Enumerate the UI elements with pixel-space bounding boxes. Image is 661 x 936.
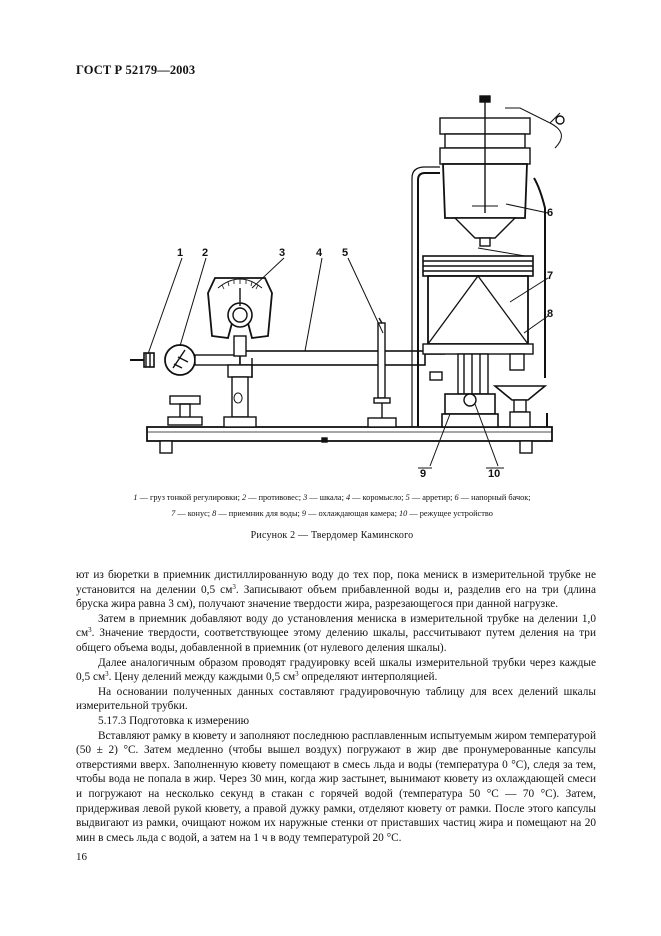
text-run: . Записывают объем прибавленной воды и, разделив его на три (длина бруска жира равна 3 см), получают значение твердости жира, разрезающегося при данной нагрузке.: [76, 583, 596, 611]
legend-text: — груз тонкой регулировки;: [137, 493, 242, 502]
beam: [240, 351, 445, 365]
legend-text: — конус;: [175, 509, 213, 518]
legend-text: — коромысло;: [350, 493, 406, 502]
legend-text: — приемник для воды;: [216, 509, 302, 518]
page-number: 16: [76, 851, 87, 863]
legend-num: 4: [345, 493, 351, 502]
text-run: Затем в приемник добавляют воду до установления мениска в измерительной трубке на делении 1,0 см: [76, 612, 596, 640]
callout-5: 5: [342, 247, 349, 259]
legend-text: — противовес;: [246, 493, 304, 502]
text-run: ют из бюретки в приемник дистиллированную воду до тех пор, пока мениск в измерительной трубке не установится на делении 0,5 см: [76, 569, 596, 596]
callout-4: 4: [316, 247, 323, 259]
callout-3: 3: [279, 247, 286, 259]
figure-legend-line-1: [96, 490, 568, 506]
paragraph-3: [76, 656, 596, 685]
text-run: определяют интерполяцией.: [298, 671, 438, 684]
paragraph-6: Вставляют рамку в кювету и заполняют последнюю расплавленным испытуемым жиром температурой (50 ± 2) °С. Затем медленно (чтобы вышел воздух) погружают в жир две пронумерованные капсулы отверстиями вверх. Заполненную кювету помещают в смесь льда и воды (температура 0 °С), следя за тем, чтобы вода не попала в жир. Через 30 мин, когда жир застынет, вынимают кювету из охлаждающей смеси и погружают на несколько секунд в стакан с горячей водой (температура 50 °С — 70 °С). Затем, придерживая левой рукой кювету, а правой дужку рамки, отделяют кювету от рамки. После этого капсулы выдвигают из рамки, очищают ножом их наружные стенки от приставших частиц жира и помещают на 20 мин в смесь льда с водой, а затем на 1 ч в воду температурой 20 °С.: [76, 729, 596, 844]
legend-num: 5: [405, 493, 410, 502]
callout-10: 10: [488, 468, 501, 478]
superscript: 3: [295, 670, 299, 679]
legend-text: — режущее устройство: [407, 509, 493, 518]
legend-text: — арретир;: [409, 493, 455, 502]
legend-num: 2: [241, 493, 247, 502]
superscript: 3: [105, 670, 109, 679]
legend-num: 7: [171, 509, 176, 518]
legend-num: 9: [301, 509, 307, 518]
funnel: [495, 386, 545, 427]
body-text: [76, 568, 596, 845]
superscript: 3: [88, 626, 92, 635]
document-header: ГОСТ Р 52179—2003: [76, 63, 196, 77]
callout-1: 1: [177, 247, 184, 259]
legend-num: 8: [212, 509, 217, 518]
callout-7: 7: [547, 270, 554, 282]
paragraph-2: [76, 612, 596, 656]
legend-num: 1: [133, 493, 138, 502]
legend-text: — напорный бачок;: [458, 493, 531, 502]
figure-title: Рисунок 2 — Твердомер Каминского: [250, 530, 414, 541]
callout-6: 6: [547, 207, 554, 219]
left-stand: [168, 396, 202, 425]
figure-legend: [96, 490, 568, 522]
fine-weight: [130, 353, 154, 367]
water-receiver: [423, 248, 533, 354]
arrester: [368, 318, 396, 427]
paragraph-4: На основании полученных данных составляют градуировочную таблицу для всех делений шкалы измерительной трубки.: [76, 685, 596, 713]
callout-9: 9: [420, 468, 427, 478]
legend-num: 6: [454, 493, 459, 502]
legend-num: 10: [398, 509, 408, 518]
section-heading: 5.17.3 Подготовка к измерению: [98, 714, 250, 727]
superscript: 3: [232, 582, 236, 591]
text-run: . Значение твердости, соответствующее этому делению шкалы, рассчитывают путем деления на три общего объема воды, добавленной в приемник (от нулевого деления шкалы).: [76, 627, 596, 654]
paragraph-1: [76, 568, 596, 612]
callout-2: 2: [202, 247, 209, 259]
legend-num: 3: [303, 493, 308, 502]
hardness-tester-drawing: [100, 78, 580, 478]
text-run: Далее аналогичным образом проводят градуировку всей шкалы измерительной трубки через каждые 0,5 см: [76, 656, 596, 684]
legend-text: — охлаждающая камера;: [306, 509, 399, 518]
text-run: . Цену делений между каждыми 0,5 см: [108, 671, 296, 684]
legend-text: — шкала;: [307, 493, 346, 502]
callout-8: 8: [547, 308, 554, 320]
figure-legend-line-2: [96, 506, 568, 522]
